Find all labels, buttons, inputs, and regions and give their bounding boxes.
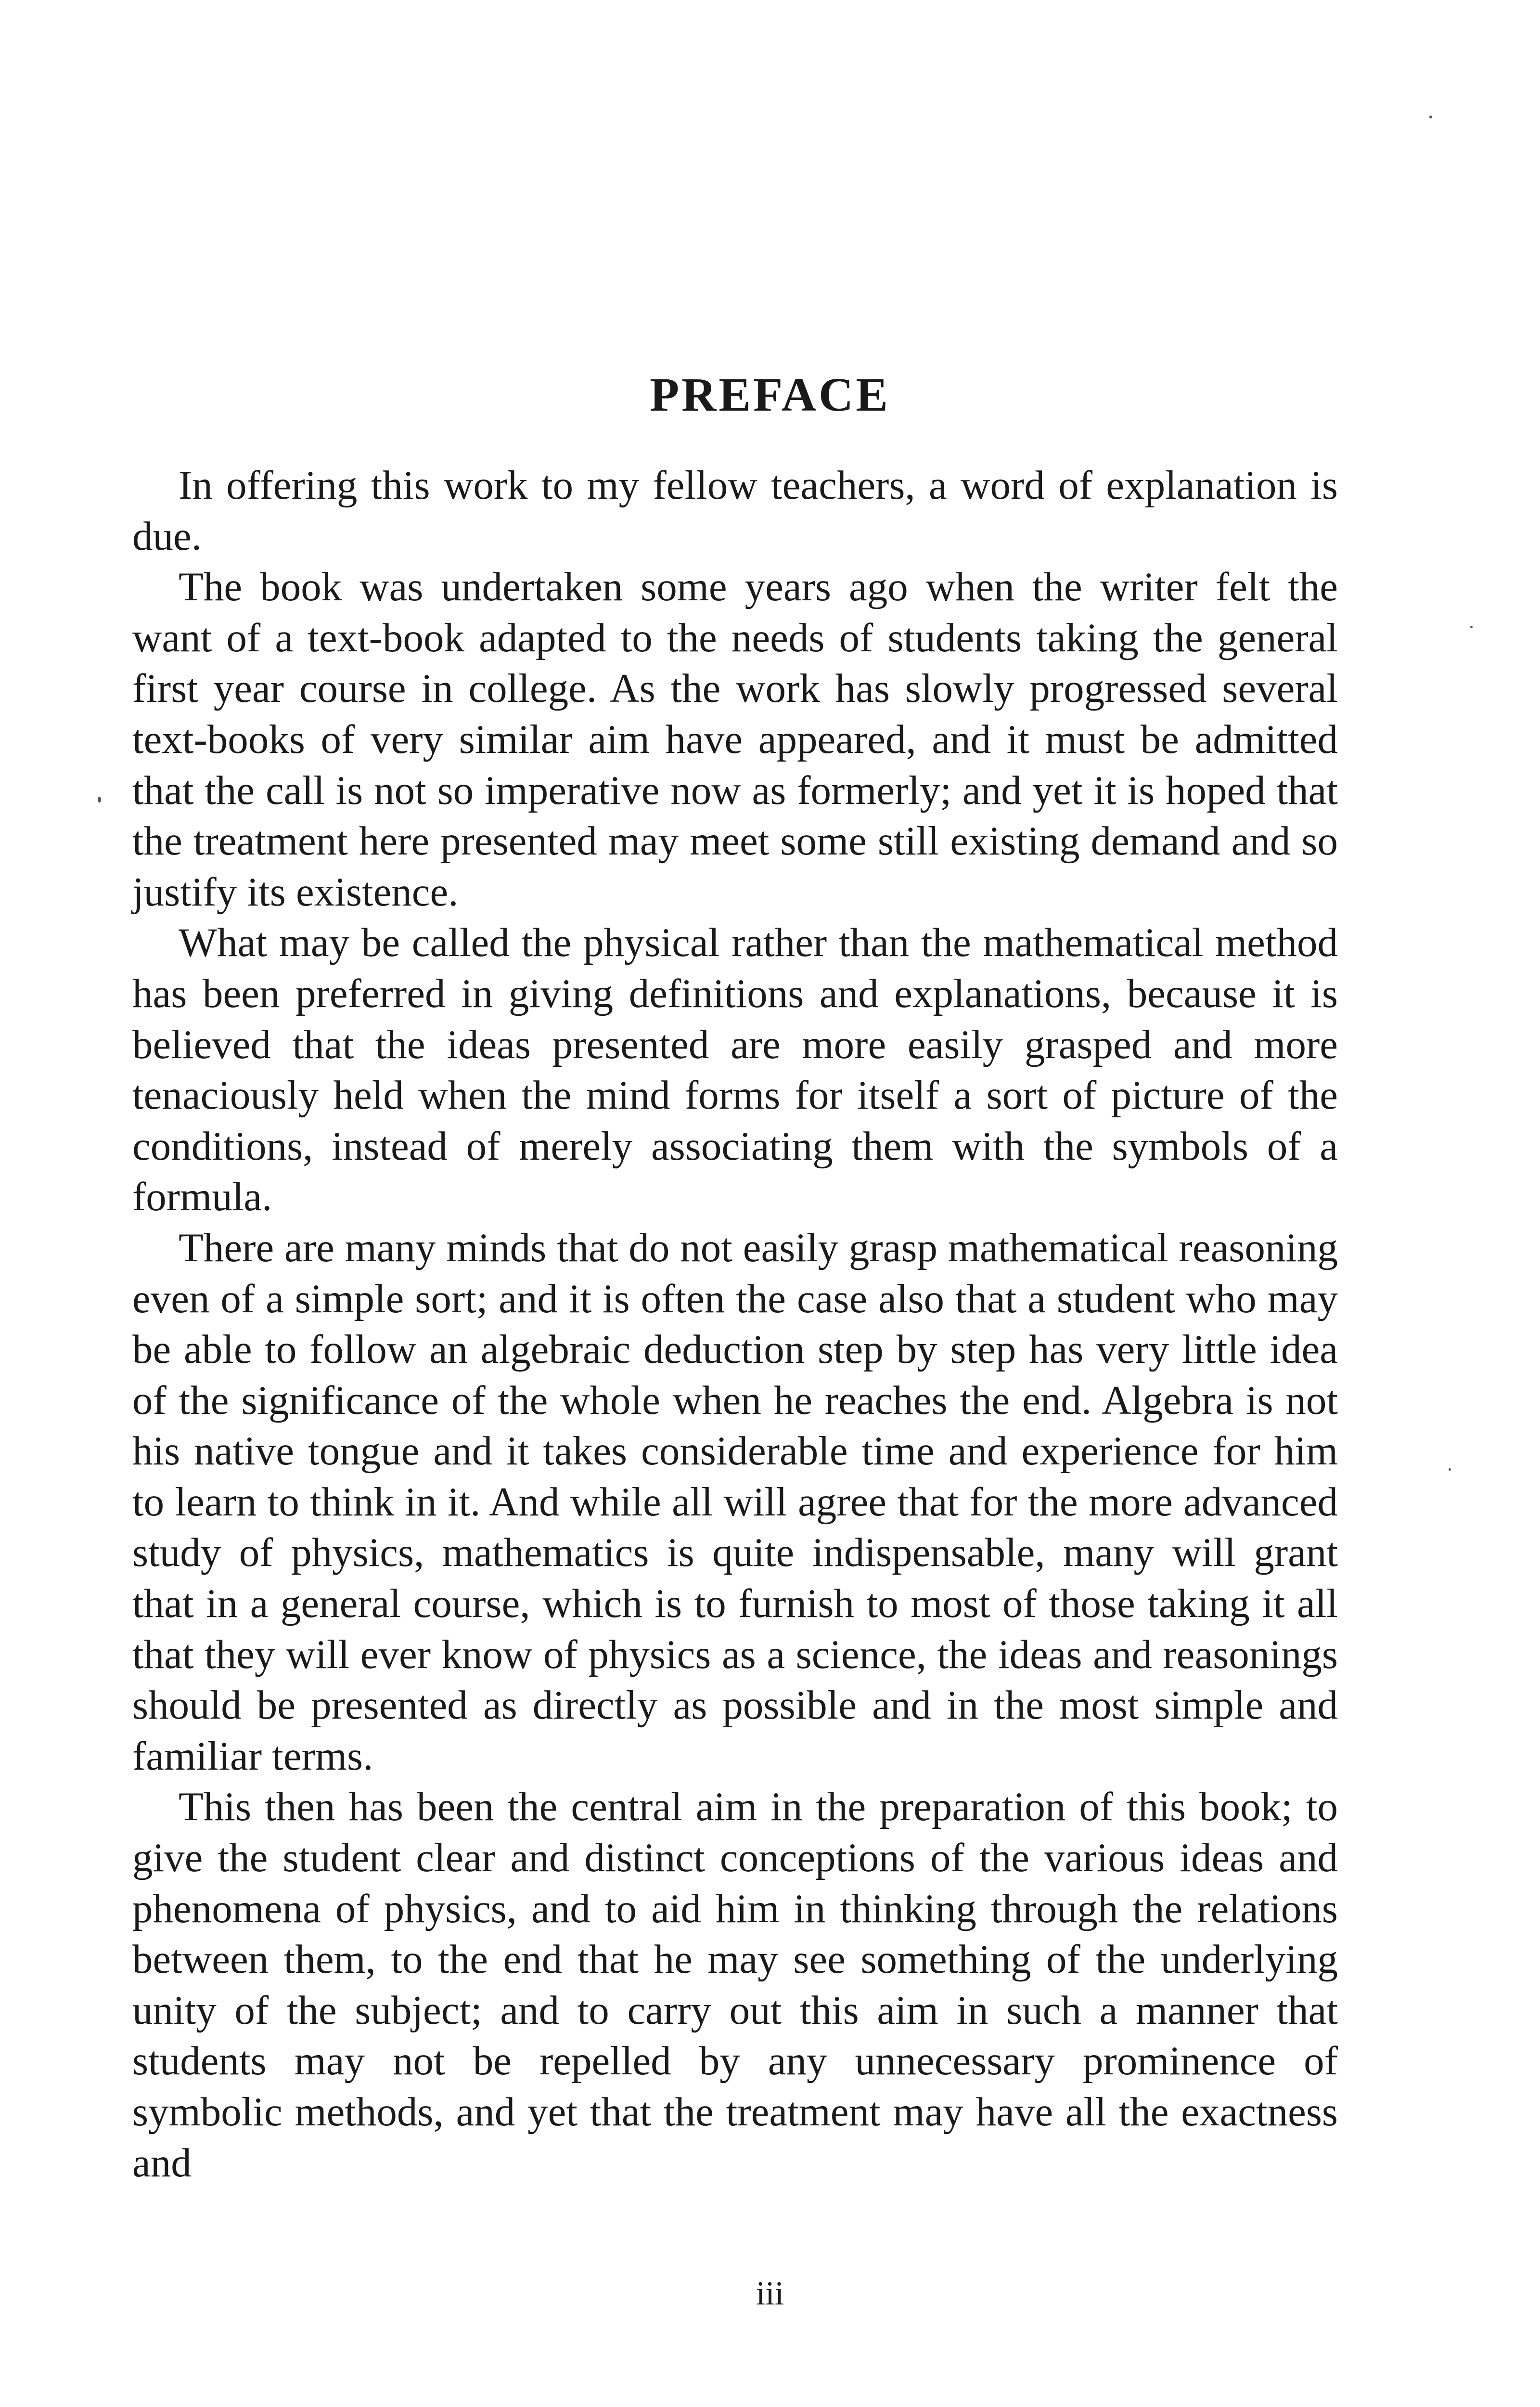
paragraph: This then has been the central aim in the preparation of this book; to give the student clear and distinct conceptions of the various ideas and phenomena of physics, and to aid him in thinking through the relations between them, to the end that he may see something of the underlying unity of the subject; and to carry out this aim in such a manner that students may not be repelled by any unnecessary prominence of symbolic methods, and yet that the treatment may have all the exactness and xyxy=(132,1784,1338,2186)
page-title: PREFACE xyxy=(650,368,890,421)
scan-speck xyxy=(1470,626,1473,628)
scan-speck xyxy=(1449,1468,1451,1471)
scan-speck xyxy=(98,797,101,802)
paragraph: There are many minds that do not easily grasp mathematical reasoning even of a simple sort; and it is often the case also that a student who may be able to follow an algebraic deduction step by step has very little idea of the significance of the whole when he reaches the end. Algebra is not his native tongue and it takes considerable time and experience for him to learn to think in it. And while all will agree that for the more advanced study of physics, mathematics is quite indispensable, many will grant that in a general course, which is to furnish to most of those taking it all that they will ever know of physics as a science, the ideas and reasonings should be presented as directly as possible and in the most simple and familiar terms. xyxy=(132,1225,1338,1779)
scan-speck xyxy=(1429,116,1432,118)
paragraph: The book was undertaken some years ago when the writer felt the want of a text-book adapted to the needs of students taking the general first year course in college. As the work has slowly progressed several text-books of very similar aim have appeared, and it must be admitted that the call is not so imperative now as formerly; and yet it is hoped that the treatment here presented may meet some still existing demand and so justify its existence. xyxy=(132,564,1338,915)
preface-body xyxy=(132,460,1338,2188)
page-number: iii xyxy=(756,2275,784,2312)
paragraph: In offering this work to my fellow teachers, a word of explanation is due. xyxy=(132,463,1338,559)
paragraph: What may be called the physical rather than the mathematical method has been preferred in giving definitions and explanations, because it is believed that the ideas presented are more easily grasped and more tenaciously held when the mind forms for itself a sort of picture of the conditions, instead of merely associating them with the symbols of a formula. xyxy=(132,920,1338,1220)
